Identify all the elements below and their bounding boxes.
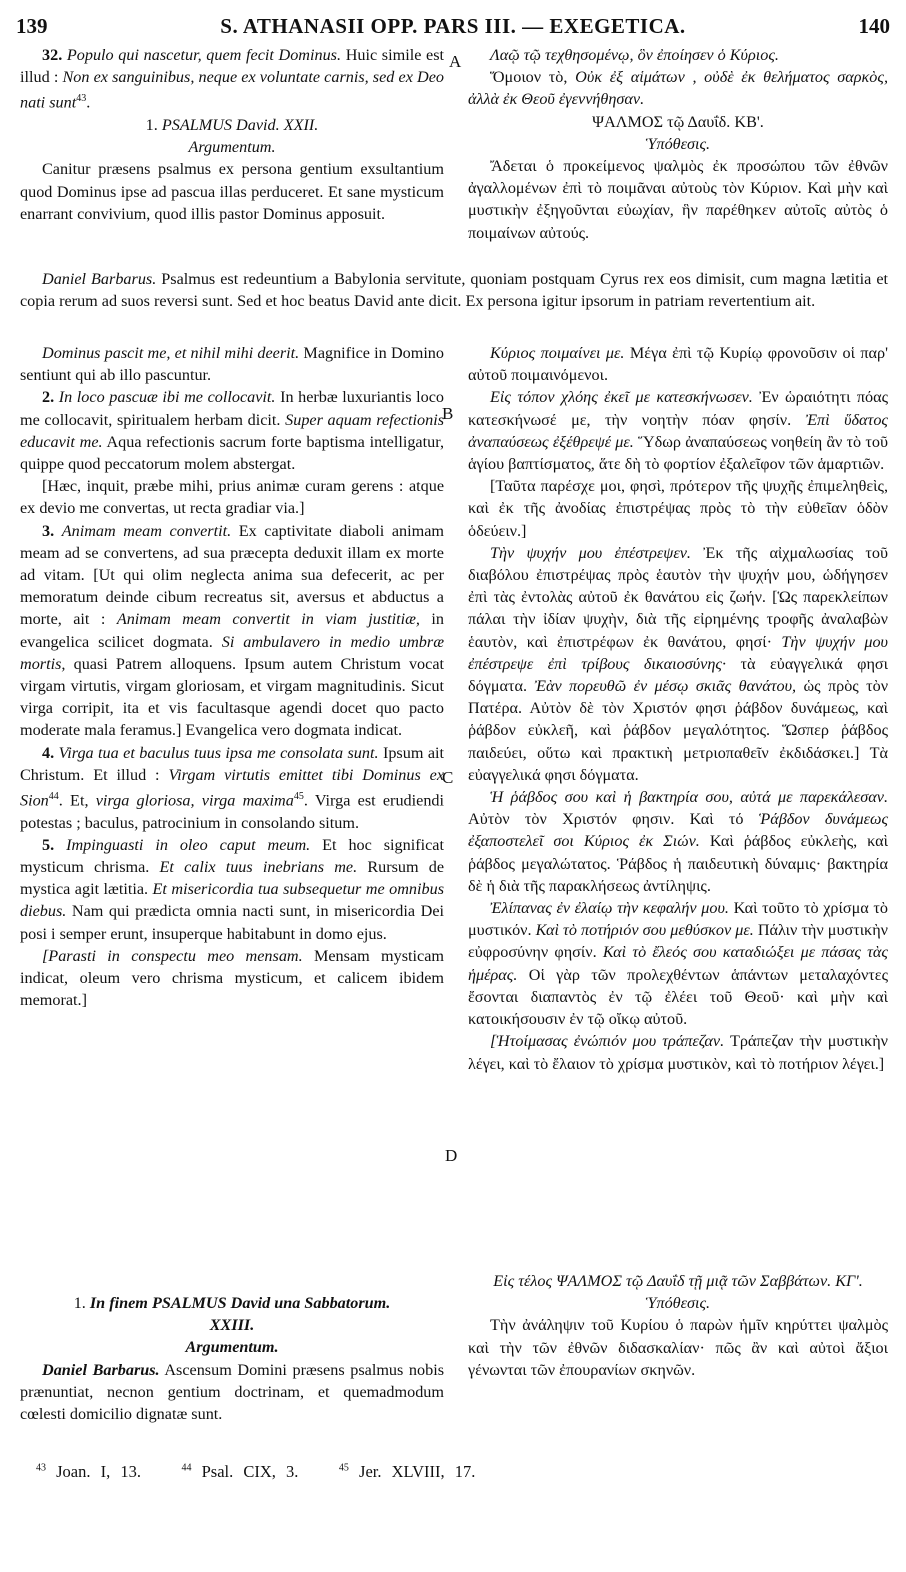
commentary-text: Οἱ γὰρ τῶν προλεχθέντων ἁπάντων μεταλαχόντες ἔσονται διαπαντὸς ἐν τῷ ἐλέει τοῦ Θεοῦ· καὶ μὴν καὶ κατοικήσουσιν ἐν τῷ οἴκῳ αὐτοῦ.	[468, 965, 888, 1029]
verse-4-latin	[20, 742, 444, 834]
verse-quote: Ἐὰν πορευθῶ ἐν μέσῳ σκιᾶς θανάτου,	[534, 677, 797, 696]
commentary-text: . Et,	[58, 791, 89, 810]
verse-32-greek-comment	[468, 66, 888, 110]
psalm-title-latin	[20, 114, 444, 136]
verse-quote: Τὴν ψυχήν μου ἐπέστρεψε ἐπὶ τρίβους δικαιοσύνης·	[468, 632, 888, 673]
title-psalmus: PSALMUS	[161, 116, 232, 134]
verse-quote: Super aquam refectionis educavit me.	[20, 410, 444, 451]
commentator-name: Daniel Barbarus.	[42, 270, 157, 288]
verse-number: 2.	[42, 388, 55, 407]
commentary-text: Ὅμοιον τὸ,	[490, 68, 568, 87]
scripture-quote: Non ex sanguinibus, neque ex voluntate carnis, sed ex Deo nati sunt	[20, 68, 444, 112]
verse-4-greek	[468, 786, 888, 897]
barbarus-note-23	[20, 1359, 444, 1426]
footnote-number: 44	[181, 1462, 192, 1474]
margin-letter-c: C	[442, 768, 454, 787]
page-number-right: 140	[858, 14, 890, 38]
margin-letter-b: B	[442, 404, 454, 423]
page-number-left: 139	[16, 14, 48, 38]
hypothesis-text: Ἄδεται ὁ προκείμενος ψαλμὸς ἐκ προσώπου τῶν ἐθνῶν ἀγαλλομένων ἐπὶ τὸ ποιμᾶναι αὐτοὺς τὸν Κύριον. Καὶ μὴν καὶ μυστικὴν ἐξηγοῦνται εὐωχίαν, ἣν παρέθηκεν αὐτοῖς αὐτὸς ὁ ποιμαίνων αὐτούς.	[468, 157, 888, 242]
verse-5-latin-bracket	[20, 945, 444, 1012]
title-david: David.	[236, 116, 280, 134]
verse-number: 4.	[42, 743, 55, 762]
verse-quote: Καὶ τὸ ἔλεός σου καταδιώξει με πάσας τὰς ἡμέρας.	[468, 943, 889, 984]
verse-quote: Κύριος ποιμαίνει με.	[490, 344, 625, 362]
scripture-quote: Οὐκ ἐξ αἱμάτων , οὐδὲ ἐκ θελήματος σαρκὸς, ἀλλὰ ἐκ Θεοῦ ἐγεννήθησαν.	[468, 68, 889, 109]
verse-5-greek	[468, 897, 888, 1030]
footnote-text: Joan. I, 13.	[56, 1462, 141, 1481]
verse-2-latin-bracket: [Hæc, inquit, præbe mihi, prius animæ curam gerens : atque ex devio me convertas, ut recta gradiar via.]	[20, 477, 444, 518]
scripture-quote: Virgam virtutis emittet tibi Dominus ex Sion	[20, 765, 445, 810]
verse-quote: Et calix tuus inebrians me.	[159, 858, 358, 877]
commentary-text: Ἐκ τῆς αἰχμαλωσίας τοῦ διαβόλου ἐπιστρέψας πρὸς ἑαυτὸν τὴν ψυχήν μου, ὡδήγησεν ἐπὶ τὰς ἐντολὰς αὐτοῦ ἐκ θανάτου εἰς ζωήν. [Ὡς παρεκλείπων πάλαι τὴν ἰδίαν ψυχὴν, διὰ τῆς εἰρημένης τροφῆς ἀναλαβὼν ἑαυτὸν, καὶ ἐπιστρέφων ἐκ θανάτου, φησί·	[468, 543, 888, 651]
margin-letter-a: A	[449, 52, 462, 71]
verse-quote: Ἐπὶ ὕδατος ἀναπαύσεως ἐξέθρεψέ με.	[468, 410, 888, 451]
footnote-ref: 43	[76, 93, 87, 105]
title-number: 1.	[145, 116, 158, 134]
barbarus-paragraph	[20, 268, 888, 312]
commentary-text: Mensam mysticam indicat, oleum vero chrisma mysticum, et calicem ibidem memorat.]	[20, 946, 444, 1010]
commentary-text: Ἐν ὡραιότητι πόας κατεσκήνωσέ με, τὴν νοητὴν πόαν φησίν.	[468, 388, 889, 429]
commentary-text: in evangelica scilicet dogmata.	[20, 610, 445, 651]
verse-5-greek-bracket	[468, 1030, 888, 1074]
margin-letter-d: D	[445, 1146, 458, 1165]
verse-2-greek-bracket: [Ταῦτα παρέσχε μοι, φησὶ, πρότερον τῆς ψυχῆς ἐπιμεληθεὶς, καὶ ἐκ τῆς ἀνοδίας ἐπιστρέψας πρὸς τὸ τὴν εὐθεῖαν ὁδὸν ὁδεύειν.]	[468, 477, 888, 540]
verse-2-latin	[20, 386, 444, 475]
hypothesis-heading-23: Ὑπόθεσις.	[645, 1294, 711, 1313]
verse-quote: Animam meam convertit.	[61, 521, 232, 540]
verse-quote: Virga tua et baculus tuus ipsa me consolata sunt.	[58, 743, 379, 762]
commentary-text: Nam qui prædicta omnia nacti sunt, in misericordia Dei posi i semper erunt, insuperque habitabunt in domo ejus.	[20, 902, 445, 943]
verse-quote: In loco pascuæ ibi me collocavit.	[58, 388, 276, 407]
hypothesis-text-23: Τὴν ἀνάληψιν τοῦ Κυρίου ὁ παρὼν ἡμῖν κηρύττει ψαλμὸς καὶ τὴν τῶν ἐθνῶν διδασκαλίαν· πῶς ἂν καὶ αὐτοὶ ἄξιοι γένωνται τῶν ἐπουρανίων σκηνῶν.	[468, 1316, 888, 1379]
argumentum-heading-23: Argumentum.	[185, 1338, 279, 1357]
commentary-text: Psalmus est redeuntium a Babylonia servitute, quoniam postquam Cyrus rex eos dimisit, cum magna lætitia et copia rerum ad suos reversi sunt. Sed et hoc beatus David ante dicit. Ex persona igitur ipsorum in patriam revertentium ait.	[20, 270, 889, 311]
verse-quote: Animam meam convertit in viam justitiæ,	[116, 610, 420, 629]
verse-quote: Εἰς τόπον χλόης ἐκεῖ με κατεσκήνωσεν.	[490, 388, 753, 407]
greek-column-main	[468, 342, 888, 1075]
verse-quote: [Parasti in conspectu meo mensam.	[42, 946, 303, 965]
verse-32-latin	[20, 44, 444, 114]
title-numeral: XXII.	[283, 116, 319, 134]
commentary-text: Rursum de mystica agit lætitia.	[20, 858, 445, 899]
commentary-text: In herbæ luxuriantis loco me collocavit, spiritualem herbam dicit.	[20, 388, 444, 429]
verse-quote: Impinguasti in oleo caput meum.	[66, 835, 311, 854]
scripture-quote: Ῥάβδον δυνάμεως ἐξαποστελεῖ σοι Κύριος ἐκ Σιών.	[468, 810, 889, 851]
commentary-text: Ex captivitate diaboli animam meam ad se convertens, ad sua præcepta deduxit illam ex morte ad vitam. [Ut qui olim neglecta anima sua defecerit, ac per memoratum deinde cibum recreatus sit, aversus et abductus a morte, ait :	[20, 521, 444, 629]
commentary-text: Πάλιν τὴν μυστικὴν εὐφροσύνην φησίν.	[468, 921, 888, 962]
psalm-23-numeral: XXIII.	[209, 1316, 255, 1335]
greek-column-top	[468, 44, 888, 244]
footnote-text: Psal. CIX, 3.	[201, 1462, 299, 1481]
verse-32-greek: Λαῷ τῷ τεχθησομένῳ, ὃν ἐποίησεν ὁ Κύριος.	[490, 46, 779, 64]
commentator-name: Daniel Barbarus.	[42, 1360, 160, 1379]
footnote-ref: 44	[48, 791, 59, 803]
verse-quote: Τὴν ψυχήν μου ἐπέστρεψεν.	[490, 543, 691, 562]
footnote-number: 43	[36, 1462, 46, 1474]
title-number: 1.	[73, 1294, 86, 1312]
verse-2-greek	[468, 386, 888, 475]
verse-1-latin	[20, 342, 444, 386]
commentary-text: Καὶ ῥάβδος εὐκλεὴς, καὶ ῥάβδος μεγαλώτατος. Ῥάβδος ἡ παιδευτικὴ δύναμις· βακτηρία δὲ ἡ διὰ τῆς παρακλήσεως ἀντίληψις.	[468, 832, 888, 895]
title-text: In finem PSALMUS David una Sabbatorum.	[89, 1294, 391, 1312]
verse-quote: Καὶ τὸ ποτήριόν σου μεθύσκον με.	[535, 921, 754, 940]
hypothesis-heading: Ὑπόθεσις.	[645, 134, 711, 153]
argumentum-text: Canitur præsens psalmus ex persona gentium exsultantium quod Dominus ipse ad pascua illas perduceret. Et sane mysticum enarrant convivium, quod illis pastor Dominus apposuit.	[20, 160, 444, 223]
commentary-text: Et hoc significat mysticum chrisma.	[20, 835, 444, 877]
commentary-text: Aqua refectionis sacrum forte baptisma intelligatur, quippe quod peccatorum molem abstergat.	[20, 432, 444, 474]
greek-column-bottom	[468, 1270, 888, 1381]
latin-column-bottom	[20, 1292, 444, 1425]
verse-3-latin	[20, 520, 444, 742]
commentary-text: ὡς πρὸς τὸν Πατέρα. Αὐτὸν δὲ τὸν Χριστόν φησι ῥάβδον δυνάμεως, καὶ ῥάβδον εὐκλεῆ, καὶ ῥάβδον μεγαλότητος. Ὥσπερ ῥάβδος παιδεύει, οὕτω καὶ πρακτικὴ μετριοπαθεῖν ἐκδιδάσκει.] Τὰ εὐαγγελικά φησι δόγματα.	[468, 677, 889, 784]
psalm-title-greek: ΨΑΛΜΟΣ τῷ Δαυΐδ. ΚΒ'.	[592, 112, 764, 131]
commentary-text: Ὕδωρ ἀναπαύσεως νοηθείη ἂν τὸ τοῦ ἁγίου βαπτίσματος, ἅτε δὴ τὸ φορτίον ἐξαλεῖφον τῶν ἁμαρτιῶν.	[468, 432, 888, 474]
running-title: S. ATHANASII OPP. PARS III. — EXEGETICA.	[220, 14, 686, 38]
commentary-text: Αὐτὸν τὸν Χριστόν φησιν. Καὶ τό	[468, 810, 744, 829]
verse-quote: Ἡ ῥάβδος σου καὶ ἡ βακτηρία σου, αὐτά με παρεκάλεσαν.	[490, 788, 888, 807]
verse-quote: Populo qui nascetur, quem fecit Dominus.	[66, 46, 342, 64]
commentary-text: Μέγα ἐπὶ τῷ Κυρίῳ φρονοῦσιν οἱ παρ' αὐτοῦ ποιμαινόμενοι.	[468, 344, 889, 385]
commentary-text: Ascensum Domini præsens psalmus nobis prænuntiat, necnon gentium doctrinam, et quemadmodum cœlesti domicilio dignatæ sunt.	[20, 1360, 444, 1424]
footnote-ref: 45	[293, 791, 304, 803]
psalm-23-title-latin	[20, 1292, 444, 1314]
verse-1-greek	[468, 342, 888, 386]
commentary-text: Ipsum ait Christum. Et illud :	[20, 743, 445, 784]
footnote-text: Jer. XLVIII, 17.	[359, 1462, 476, 1481]
punctuation: .	[86, 93, 91, 112]
verse-3-greek	[468, 542, 888, 786]
commentary-text: quasi Patrem alloquens. Ipsum autem Christum vocat virgam virtutis, virgam gloriosam, et virgam magnitudinis. Sicut virga corripit, ita et vis facultasque agendi docet quo pacto moderate mala feramus.] Evangelica vero dogmata indicat.	[20, 654, 445, 740]
commentary-text: Huic simile est illud :	[20, 46, 445, 87]
latin-column-top	[20, 44, 444, 225]
verse-number: 5.	[42, 835, 55, 854]
footnotes	[36, 1462, 475, 1482]
commentary-text: Magnifice in Domino sentiunt qui ab illo pascuntur.	[20, 344, 444, 385]
verse-quote: [Ἡτοίμασας ἐνώπιόν μου τράπεζαν.	[490, 1032, 725, 1051]
scripture-quote: virga gloriosa, virga maxima	[95, 791, 294, 810]
commentary-text: . Virga est erudiendi potestas ; baculus, patrocinium in consolando situm.	[20, 791, 444, 832]
verse-quote: Ἐλίπανας ἐν ἐλαίῳ τὴν κεφαλήν μου.	[490, 899, 729, 918]
verse-5-latin	[20, 834, 444, 945]
argumentum-heading: Argumentum.	[188, 138, 276, 157]
barbarus-note	[20, 268, 888, 312]
commentary-text: τὰ εὐαγγελικά φησι δόγματα.	[468, 654, 889, 696]
latin-column-main	[20, 342, 444, 1011]
verse-number: 32.	[42, 46, 63, 64]
verse-quote: Si ambulavero in medio umbræ mortis,	[20, 632, 444, 673]
psalm-23-title-greek: Εἰς τέλος ΨΑΛΜΟΣ τῷ Δαυΐδ τῇ μιᾷ τῶν Σαββάτων. ΚΓ'.	[493, 1272, 863, 1290]
footnote-number: 45	[338, 1462, 349, 1474]
commentary-text: Τράπεζαν τὴν μυστικὴν λέγει, καὶ τὸ ἔλαιον τὸ χρίσμα μυστικὸν, καὶ τὸ ποτήριον λέγει.]	[468, 1032, 888, 1073]
commentary-text: Καὶ τοῦτο τὸ χρίσμα τὸ μυστικόν.	[468, 899, 888, 940]
verse-quote: Dominus pascit me, et nihil mihi deerit.	[42, 344, 300, 362]
running-header	[14, 14, 892, 38]
verse-number: 3.	[42, 521, 55, 540]
verse-quote: Et misericordia tua subsequetur me omnibus diebus.	[20, 880, 444, 921]
